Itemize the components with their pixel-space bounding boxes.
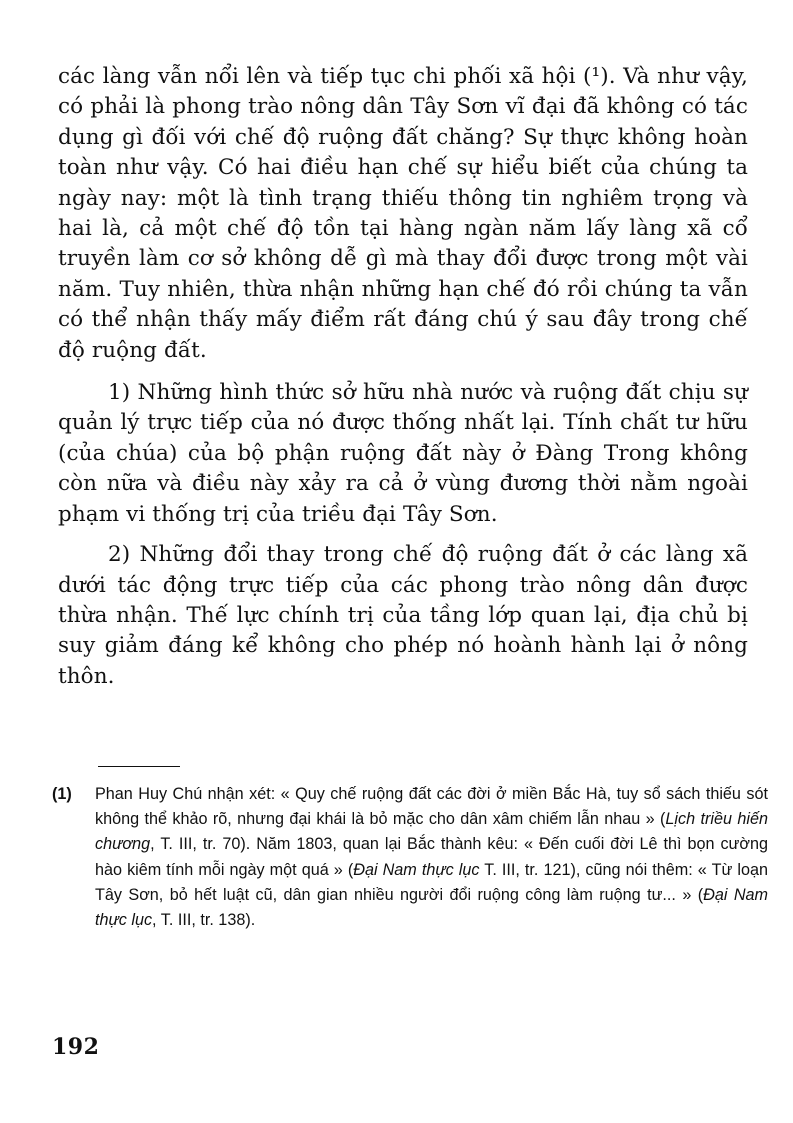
footnote-separator (98, 766, 180, 767)
footnote-citation-title: Đại Nam thực lục (353, 860, 480, 879)
footnote-segment: , T. III, tr. 70). Năm 1803, quan lại Bắc thành kêu: « Đến cuối đời Lê thì bọn cường hào kiêm tính mỗi ngày một quá » ( (95, 835, 768, 879)
page-body (58, 62, 748, 702)
paragraph-point-1: 1) Những hình thức sở hữu nhà nước và ruộng đất chịu sự quản lý trực tiếp của nó được thống nhất lại. Tính chất tư hữu (của chúa) của bộ phận ruộng đất này ở Đàng Trong không còn nữa và điều này xảy ra cả ở vùng đương thời nằm ngoài phạm vi thống trị của triều đại Tây Sơn. (58, 380, 748, 527)
footnote-citation-title: Đại Nam thực lục (95, 885, 768, 930)
paragraph-continuation: các làng vẫn nổi lên và tiếp tục chi phối xã hội (¹). Và như vậy, có phải là phong trào nông dân Tây Sơn vĩ đại đã không có tác dụng gì đối với chế độ ruộng đất chăng? Sự thực không hoàn toàn như vậy. Có hai điều hạn chế sự hiểu biết của chúng ta ngày nay: một là tình trạng thiếu thông tin nghiêm trọng và hai là, cả một chế độ tồn tại hàng ngàn năm lấy làng xã cổ truyền làm cơ sở không dễ gì mà thay đổi được trong một vài năm. Tuy nhiên, thừa nhận những hạn chế đó rồi chúng ta vẫn có thể nhận thấy mấy điểm rất đáng chú ý sau đây trong chế độ ruộng đất. (58, 64, 748, 363)
footnote-text (95, 782, 768, 933)
footnote-segment: , T. III, tr. 138). (152, 911, 256, 930)
paragraph-point-2: 2) Những đổi thay trong chế độ ruộng đất ở các làng xã dưới tác động trực tiếp của các phong trào nông dân được thừa nhận. Thế lực chính trị của tầng lớp quan lại, địa chủ bị suy giảm đáng kể không cho phép nó hoành hành lại ở nông thôn. (58, 542, 748, 689)
footnote-citation-title: Lịch triều hiến chương (95, 810, 768, 854)
page-number: 192 (52, 1034, 100, 1060)
footnote-segment: Phan Huy Chú nhận xét: « Quy chế ruộng đất các đời ở miền Bắc Hà, tuy sổ sách thiếu sót không thể khảo rõ, nhưng đại khái là bỏ mặc cho dân xâm chiếm lẫn nhau » ( (95, 785, 768, 829)
footnote (52, 782, 768, 933)
footnote-segment: T. III, tr. 121), cũng nói thêm: « Từ loạn Tây Sơn, bỏ hết luật cũ, dân gian nhiều người đổi ruộng công làm ruộng tư... » ( (95, 860, 768, 904)
footnote-marker: (1) (52, 785, 72, 803)
